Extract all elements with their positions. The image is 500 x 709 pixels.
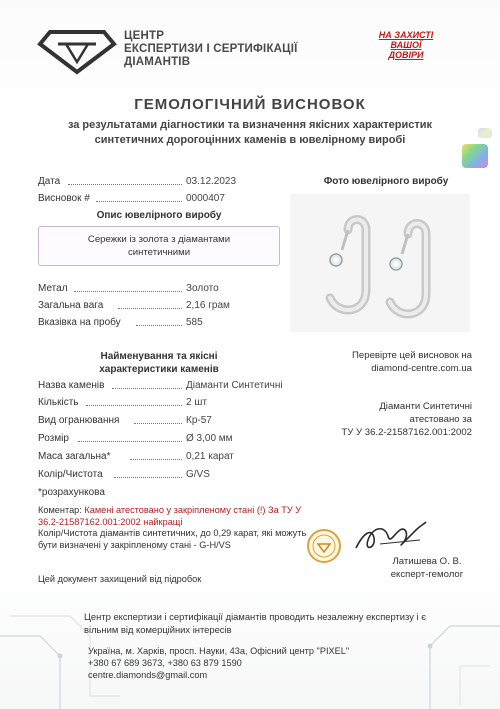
verify-line: Перевірте цей висновок на xyxy=(352,350,472,361)
dotted-leader xyxy=(112,380,182,389)
trust-stamp xyxy=(364,30,448,64)
dotted-leader xyxy=(74,283,182,292)
hologram-small-icon xyxy=(478,128,492,138)
dotted-leader xyxy=(96,193,182,202)
dotted-leader xyxy=(130,451,182,460)
phone-line[interactable]: +380 67 689 3673, +380 63 879 1590 xyxy=(88,658,242,668)
expert-name: Латишева О. В. xyxy=(392,556,462,567)
document-subtitle xyxy=(30,118,470,148)
field-value: Кр-57 xyxy=(186,415,212,426)
subtitle-line: за результатами діагностики та визначення якісних характеристик xyxy=(67,119,433,131)
dotted-leader xyxy=(118,300,182,309)
stones-heading xyxy=(38,350,280,376)
protection-note: Цей документ захищений від підробок xyxy=(38,574,202,584)
document-title: ГЕМОЛОГІЧНИЙ ВИСНОВОК xyxy=(134,96,366,113)
field-value: G/VS xyxy=(186,469,210,480)
certification-note xyxy=(300,400,472,439)
dotted-leader xyxy=(86,397,182,406)
comment-text: Колір/Чистота діамантів синтетичних, до 0,29 карат, які можуть бути визначені у закріпленому стані - G-H/VS xyxy=(38,528,307,550)
comment-highlight: Камені атестовано у закріпленому стані (!) За ТУ У 36.2-21587162.001:2002 найкращі xyxy=(38,505,302,527)
dotted-leader xyxy=(136,317,182,326)
field-label: Кількість xyxy=(38,397,79,408)
address-line: Україна, м. Харків, просп. Науки, 43а, Офісний центр "PIXEL" xyxy=(88,646,350,656)
org-line: ЕКСПЕРТИЗИ І СЕРТИФІКАЦІЇ xyxy=(124,43,298,55)
dotted-leader xyxy=(134,415,182,424)
field-label: Розмір xyxy=(38,433,69,444)
earrings-photo xyxy=(290,194,470,332)
field-label: Дата xyxy=(38,176,61,187)
field-label: Маса загальна* xyxy=(38,451,111,462)
field-value: 2 шт xyxy=(186,397,207,408)
subtitle-line: синтетичних дорогоцінних каменів в ювелірному виробі xyxy=(94,134,406,146)
field-label: Висновок # xyxy=(38,193,90,204)
contact-block xyxy=(88,645,408,681)
field-value: Ø 3,00 мм xyxy=(186,433,233,444)
dotted-leader xyxy=(114,469,182,478)
verify-text xyxy=(300,349,472,375)
field-value: 0,21 карат xyxy=(186,451,234,462)
field-label: Вказівка на пробу xyxy=(38,317,121,328)
field-value: 0000407 xyxy=(186,193,225,204)
field-label: Колір/Чистота xyxy=(38,469,103,480)
field-label: Назва каменів xyxy=(38,380,105,391)
photo-label: Фото ювелірного виробу xyxy=(323,176,449,187)
field-value: Золото xyxy=(186,283,219,294)
field-label: Вид огранювання xyxy=(38,415,120,426)
heading-line: характеристики каменів xyxy=(99,364,219,375)
comment-block xyxy=(38,505,318,551)
org-line: ЦЕНТР xyxy=(124,30,165,42)
stamp-line: ВАШОЇ xyxy=(390,40,422,50)
field-label: Загальна вага xyxy=(38,300,104,311)
description-line: синтетичними xyxy=(127,247,191,258)
email-link[interactable]: centre.diamonds@gmail.com xyxy=(88,670,208,680)
field-value: 2,16 грам xyxy=(186,300,230,311)
independence-statement: Центр експертизи і сертифікації діамантів проводить незалежну експертизу і є вільним від комерційних інтересів xyxy=(84,611,426,635)
stamp-line: НА ЗАХИСТІ xyxy=(378,30,434,40)
expert-block xyxy=(384,555,470,581)
organization-name xyxy=(124,30,298,69)
cert-line: Діаманти Синтетичні xyxy=(379,401,472,412)
cert-line: атестовано за xyxy=(409,414,472,425)
certification-seal-icon xyxy=(306,528,342,564)
org-line: ДІАМАНТІВ xyxy=(124,56,191,68)
expert-role: експерт-гемолог xyxy=(390,569,464,580)
field-value: Діаманти Синтетичні xyxy=(186,380,283,391)
description-heading: Опис ювелірного виробу xyxy=(96,210,222,221)
stamp-line: ДОВІРИ xyxy=(388,50,424,60)
heading-line: Найменування та якісні xyxy=(100,351,218,362)
diamond-logo-icon xyxy=(36,26,118,76)
hologram-icon xyxy=(462,144,488,168)
footnote: *розрахункова xyxy=(38,487,105,498)
field-value: 03.12.2023 xyxy=(186,176,237,187)
expert-signature xyxy=(350,514,430,558)
dotted-leader xyxy=(78,433,182,442)
field-value: 585 xyxy=(186,317,203,328)
field-label: Метал xyxy=(38,283,68,294)
comment-prefix: Коментар: xyxy=(38,505,82,515)
verify-link[interactable]: diamond-centre.com.ua xyxy=(371,363,472,374)
description-line: Сережки із золота з діамантами xyxy=(87,234,231,245)
cert-line: ТУ У 36.2-21587162.001:2002 xyxy=(341,427,472,438)
description-box xyxy=(38,226,280,266)
dotted-leader xyxy=(68,176,182,185)
